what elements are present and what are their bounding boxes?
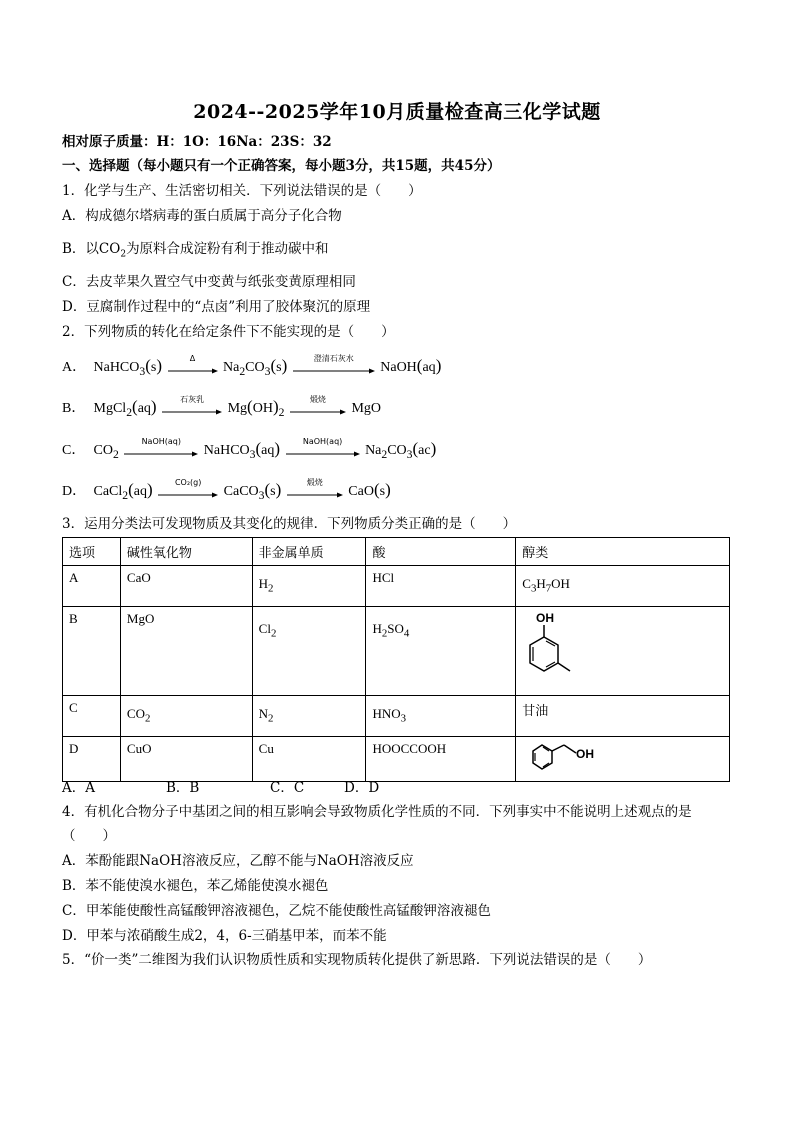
q1-option-b: B．以$CO_2$为原料合成淀粉有利于推动碳中和 [62,241,329,260]
table-cell: D [63,737,121,782]
q4-stem: 4．有机化合物分子中基团之间的相互影响会导致物质化学性质的不同．下列事实中不能说明上述观点的是 [62,804,692,820]
table-cell: MgO [120,607,252,696]
q3-choices [62,779,379,797]
atomic-mass-line: 相对原子质量：H：1O：16Na：23S：32 [62,134,332,150]
table-cell: HOOCCOOH [366,737,516,782]
table-cell: A [63,566,121,607]
table-cell: $H_2SO_4$ [366,607,516,696]
table-cell: $N_2$ [252,696,366,737]
q4-option-a: A．苯酚能跟NaOH溶液反应，乙醇不能与NaOH溶液反应 [62,853,414,869]
table-cell [516,737,730,782]
svg-text:OH: OH [536,611,555,625]
table-header: 非金属单质 [252,538,366,566]
q5-stem: 5．“价一类”二维图为我们认识物质性质和实现物质转化提供了新思路．下列说法错误的是（ ） [62,952,652,968]
reaction-arrow: Δ [168,360,218,376]
table-header: 酸 [366,538,516,566]
table-row [63,566,730,607]
q2-stem: 2．下列物质的转化在给定条件下不能实现的是（ ） [62,324,395,340]
table-row [63,696,730,737]
table-cell: CuO [120,737,252,782]
table-cell: Cu [252,737,366,782]
q1-stem: 1．化学与生产、生活密切相关．下列说法错误的是（ ） [62,183,422,199]
q2-option-d: D． CaCl$_2$(aq) CO₂(g) CaCO$_3$(s) 煅烧 CaO(s) [62,477,391,502]
reaction-arrow: 煅烧 [287,484,343,500]
table-cell [516,607,730,696]
choice-a: A．A [62,780,95,796]
choice-d: D．D [344,780,380,796]
reaction-arrow: NaOH(aq) [124,443,198,459]
benzyl-alcohol-structure [522,739,612,775]
table-header: 醇类 [516,538,730,566]
reaction-arrow: 澄清石灰水 [293,360,375,376]
q4-paren: （ ） [62,828,116,844]
q4-option-b: B．苯不能使溴水褪色，苯乙烯能使溴水褪色 [62,878,329,894]
q4-option-c: C．甲苯能使酸性高锰酸钾溶液褪色，乙烷不能使酸性高锰酸钾溶液褪色 [62,903,491,919]
table-cell: HCl [366,566,516,607]
q4-option-d: D．甲苯与浓硝酸生成2，4，6-三硝基甲苯，而苯不能 [62,928,387,944]
q2-option-a: A． NaHCO$_3$(s) Δ $Na_2CO_3(s)$ 澄清石灰水 NaOH(aq) [62,353,442,378]
q1-option-d: D．豆腐制作过程中的“点卤”利用了胶体聚沉的原理 [62,299,371,315]
reaction-arrow: NaOH(aq) [286,443,360,459]
reaction-arrow: 石灰乳 [162,401,222,417]
table-header: 碱性氧化物 [120,538,252,566]
section-heading: 一、选择题（每小题只有一个正确答案，每小题3分，共15题，共45分） [62,158,501,174]
page-title: 2024--2025学年10月质量检查高三化学试题 [193,101,601,123]
table-cell: $Cl_2$ [252,607,366,696]
q1-option-c: C．去皮苹果久置空气中变黄与纸张变黄原理相同 [62,274,356,290]
reaction-arrow: CO₂(g) [158,484,218,500]
table-row [63,737,730,782]
choice-c: C．C [270,780,305,796]
table-cell: C [63,696,121,737]
svg-text:OH: OH [576,747,595,761]
table-cell: B [63,607,121,696]
q2-option-b: B． MgCl$_2$(aq) 石灰乳 $Mg(OH)_2$ 煅烧 MgO [62,394,381,419]
table-header: 选项 [63,538,121,566]
m-cresol-structure [522,611,592,687]
table-cell: CaO [120,566,252,607]
table-cell: $HNO_3$ [366,696,516,737]
table-cell: $H_2$ [252,566,366,607]
table-header-row [63,538,730,566]
q2-option-c: C． $CO_2$ NaOH(aq) NaHCO$_3$(aq) NaOH(aq) $Na_2CO_3(ac)$ [62,436,437,461]
table-row [63,607,730,696]
classification-table [62,537,730,782]
q1-option-a: A．构成德尔塔病毒的蛋白质属于高分子化合物 [62,208,342,224]
q3-stem: 3．运用分类法可发现物质及其变化的规律．下列物质分类正确的是（ ） [62,516,517,532]
table-cell: $CO_2$ [120,696,252,737]
choice-b: B．B [166,780,200,796]
reaction-arrow: 煅烧 [290,401,346,417]
table-cell: $C_3H_7OH$ [516,566,730,607]
table-cell: 甘油 [516,696,730,737]
